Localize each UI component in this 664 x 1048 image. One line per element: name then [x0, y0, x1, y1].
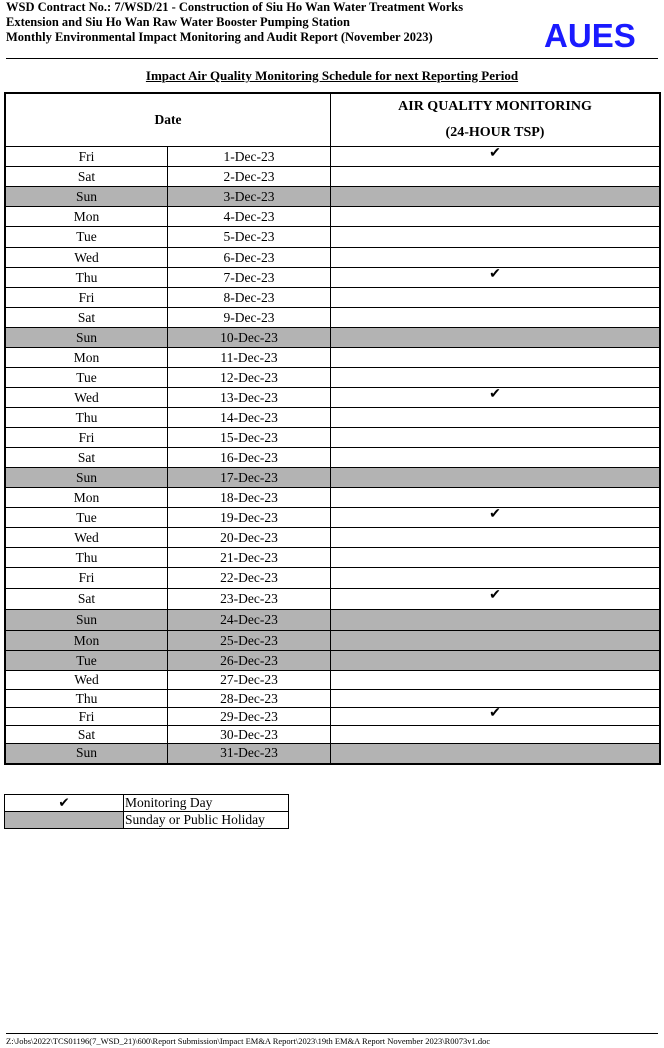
- check-icon: ✔: [489, 266, 501, 282]
- table-row: [5, 548, 660, 568]
- table-row: [5, 448, 660, 468]
- row-weekday: Sun: [5, 610, 168, 631]
- row-monitoring-cell: [331, 726, 661, 744]
- legend-table: [4, 794, 289, 829]
- monitoring-column-header: [331, 93, 661, 147]
- row-monitoring-cell: [331, 589, 661, 610]
- row-weekday: Fri: [5, 288, 168, 308]
- footer-divider: [6, 1033, 658, 1034]
- table-row: [5, 248, 660, 268]
- row-weekday: Wed: [5, 248, 168, 268]
- row-date: 18-Dec-23: [168, 488, 331, 508]
- header-line-3: Monthly Environmental Impact Monitoring and Audit Report (November 2023): [6, 30, 433, 44]
- row-date: 17-Dec-23: [168, 468, 331, 488]
- aues-logo: [544, 16, 636, 56]
- row-date: 4-Dec-23: [168, 207, 331, 227]
- row-monitoring-cell: [331, 227, 661, 248]
- row-weekday: Fri: [5, 147, 168, 167]
- row-weekday: Sat: [5, 726, 168, 744]
- row-monitoring-cell: [331, 548, 661, 568]
- row-date: 2-Dec-23: [168, 167, 331, 187]
- table-row: [5, 288, 660, 308]
- row-weekday: Sun: [5, 744, 168, 764]
- check-icon: ✔: [489, 705, 501, 721]
- row-date: 8-Dec-23: [168, 288, 331, 308]
- legend-check-icon: ✔: [5, 795, 124, 812]
- row-monitoring-cell: [331, 448, 661, 468]
- row-monitoring-cell: [331, 207, 661, 227]
- row-monitoring-cell: [331, 705, 661, 726]
- row-weekday: Thu: [5, 268, 168, 288]
- row-monitoring-cell: [331, 388, 661, 408]
- row-weekday: Wed: [5, 528, 168, 548]
- monitoring-header-line-1: AIR QUALITY MONITORING: [398, 99, 592, 114]
- row-monitoring-cell: [331, 468, 661, 488]
- row-date: 30-Dec-23: [168, 726, 331, 744]
- row-monitoring-cell: [331, 147, 661, 167]
- header-line-2: Extension and Siu Ho Wan Raw Water Booster Pumping Station: [6, 15, 350, 29]
- row-monitoring-cell: [331, 268, 661, 288]
- table-row: [5, 348, 660, 368]
- row-weekday: Thu: [5, 408, 168, 428]
- check-icon: ✔: [489, 145, 501, 161]
- row-date: 10-Dec-23: [168, 328, 331, 348]
- row-weekday: Tue: [5, 368, 168, 388]
- legend-monitoring-label: Monitoring Day: [124, 795, 289, 812]
- row-weekday: Wed: [5, 671, 168, 690]
- row-date: 3-Dec-23: [168, 187, 331, 207]
- row-monitoring-cell: [331, 368, 661, 388]
- row-weekday: Wed: [5, 388, 168, 408]
- report-header: [6, 0, 463, 45]
- row-date: 28-Dec-23: [168, 690, 331, 708]
- row-weekday: Mon: [5, 631, 168, 651]
- table-row: [5, 610, 660, 631]
- row-date: 22-Dec-23: [168, 568, 331, 589]
- table-row: [5, 468, 660, 488]
- table-row: [5, 388, 660, 408]
- row-monitoring-cell: [331, 328, 661, 348]
- row-monitoring-cell: [331, 348, 661, 368]
- row-monitoring-cell: [331, 288, 661, 308]
- row-monitoring-cell: [331, 568, 661, 589]
- legend-row-monitoring: [5, 795, 289, 812]
- table-row: [5, 187, 660, 207]
- row-monitoring-cell: [331, 651, 661, 671]
- table-row: [5, 528, 660, 548]
- date-column-header: Date: [5, 93, 331, 147]
- row-monitoring-cell: [331, 528, 661, 548]
- row-date: 12-Dec-23: [168, 368, 331, 388]
- schedule-title: Impact Air Quality Monitoring Schedule for next Reporting Period: [145, 68, 519, 83]
- row-weekday: Tue: [5, 508, 168, 528]
- logo-letter-s: S: [613, 17, 636, 54]
- row-weekday: Thu: [5, 690, 168, 708]
- row-date: 24-Dec-23: [168, 610, 331, 631]
- row-date: 1-Dec-23: [168, 147, 331, 167]
- row-date: 20-Dec-23: [168, 528, 331, 548]
- row-monitoring-cell: [331, 428, 661, 448]
- row-date: 26-Dec-23: [168, 651, 331, 671]
- monitoring-header-line-2: (24-HOUR TSP): [445, 125, 545, 140]
- table-row: [5, 227, 660, 248]
- table-row: [5, 147, 660, 167]
- check-icon: ✔: [489, 506, 501, 522]
- row-weekday: Sun: [5, 328, 168, 348]
- table-row: [5, 631, 660, 651]
- row-weekday: Sun: [5, 187, 168, 207]
- table-row: [5, 726, 660, 744]
- row-weekday: Fri: [5, 428, 168, 448]
- row-weekday: Sat: [5, 448, 168, 468]
- table-row: [5, 651, 660, 671]
- row-date: 27-Dec-23: [168, 671, 331, 690]
- row-monitoring-cell: [331, 187, 661, 207]
- legend-holiday-label: Sunday or Public Holiday: [124, 812, 289, 829]
- row-date: 23-Dec-23: [168, 589, 331, 610]
- row-weekday: Mon: [5, 348, 168, 368]
- table-row: [5, 744, 660, 764]
- row-monitoring-cell: [331, 248, 661, 268]
- row-date: 11-Dec-23: [168, 348, 331, 368]
- row-monitoring-cell: [331, 610, 661, 631]
- header-divider: [6, 58, 658, 59]
- schedule-body: [5, 147, 660, 764]
- row-weekday: Fri: [5, 708, 168, 726]
- header-line-1: WSD Contract No.: 7/WSD/21 - Construction of Siu Ho Wan Water Treatment Works: [6, 0, 464, 14]
- table-row: [5, 167, 660, 187]
- row-monitoring-cell: [331, 631, 661, 651]
- table-row: [5, 408, 660, 428]
- table-row: [5, 708, 660, 726]
- row-weekday: Thu: [5, 548, 168, 568]
- check-icon: ✔: [489, 386, 501, 402]
- row-weekday: Tue: [5, 227, 168, 248]
- row-date: 29-Dec-23: [168, 708, 331, 726]
- row-date: 13-Dec-23: [168, 388, 331, 408]
- legend-holiday-swatch: [5, 812, 124, 829]
- table-row: [5, 428, 660, 448]
- row-weekday: Sat: [5, 308, 168, 328]
- table-row: [5, 268, 660, 288]
- row-weekday: Tue: [5, 651, 168, 671]
- check-icon: ✔: [489, 588, 501, 603]
- row-date: 5-Dec-23: [168, 227, 331, 248]
- row-date: 25-Dec-23: [168, 631, 331, 651]
- table-row: [5, 328, 660, 348]
- table-row: [5, 368, 660, 388]
- table-header-row: [5, 93, 660, 147]
- row-date: 16-Dec-23: [168, 448, 331, 468]
- row-weekday: Sun: [5, 468, 168, 488]
- row-weekday: Mon: [5, 207, 168, 227]
- table-row: [5, 568, 660, 589]
- table-row: [5, 671, 660, 690]
- row-date: 7-Dec-23: [168, 268, 331, 288]
- table-row: [5, 589, 660, 610]
- row-weekday: Fri: [5, 568, 168, 589]
- row-weekday: Mon: [5, 488, 168, 508]
- row-date: 31-Dec-23: [168, 744, 331, 764]
- table-row: [5, 207, 660, 227]
- row-date: 6-Dec-23: [168, 248, 331, 268]
- row-weekday: Sat: [5, 589, 168, 610]
- row-date: 15-Dec-23: [168, 428, 331, 448]
- row-monitoring-cell: [331, 671, 661, 690]
- table-row: [5, 690, 660, 708]
- legend-row-holiday: [5, 812, 289, 829]
- logo-letter-e: E: [591, 17, 614, 54]
- schedule-table: [4, 92, 661, 765]
- row-date: 19-Dec-23: [168, 508, 331, 528]
- row-weekday: Sat: [5, 167, 168, 187]
- row-monitoring-cell: [331, 488, 661, 508]
- logo-letter-a: A: [544, 17, 568, 54]
- row-monitoring-cell: [331, 167, 661, 187]
- row-monitoring-cell: [331, 408, 661, 428]
- row-monitoring-cell: [331, 744, 661, 764]
- table-row: [5, 488, 660, 508]
- file-path-footer: Z:\Jobs\2022\TCS01196(7_WSD_21)\600\Report Submission\Impact EM&A Report\2023\19th EM&A Report November 2023\R0073v1.doc: [6, 1036, 491, 1046]
- table-row: [5, 508, 660, 528]
- row-monitoring-cell: [331, 308, 661, 328]
- table-row: [5, 308, 660, 328]
- row-date: 14-Dec-23: [168, 408, 331, 428]
- row-monitoring-cell: [331, 508, 661, 528]
- logo-letter-u: U: [567, 17, 592, 54]
- row-date: 21-Dec-23: [168, 548, 331, 568]
- row-date: 9-Dec-23: [168, 308, 331, 328]
